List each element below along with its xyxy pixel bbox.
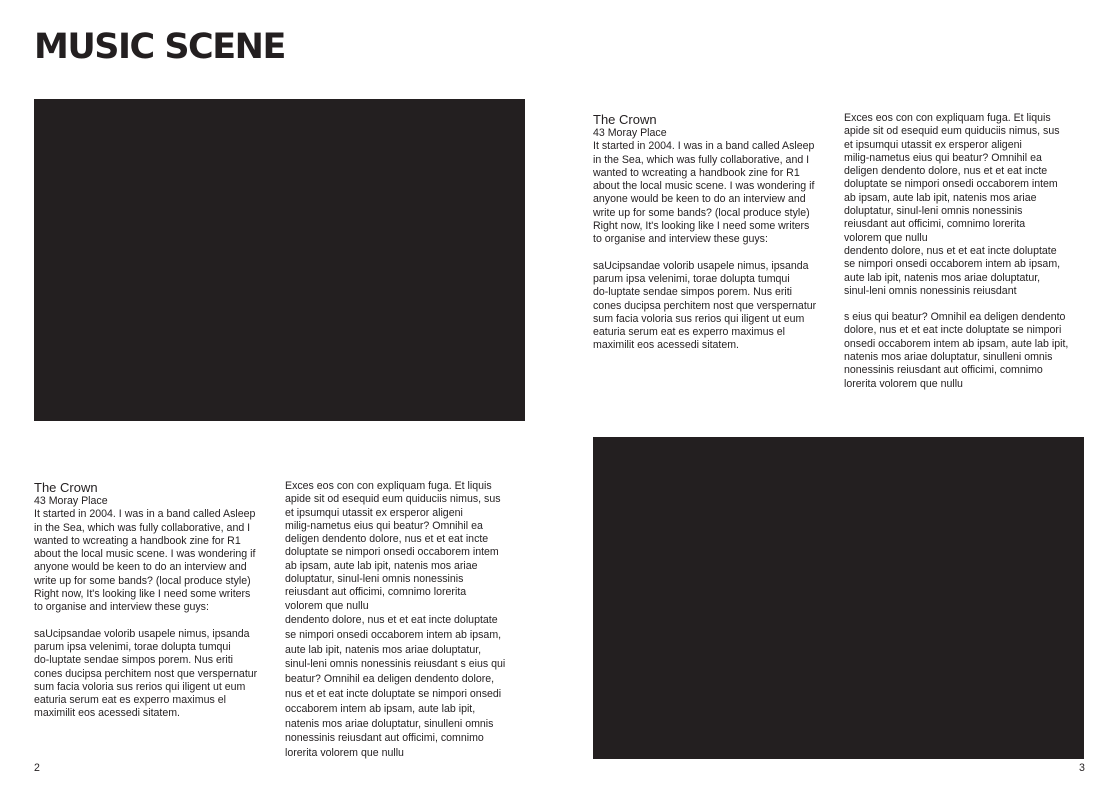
article-paragraph: saUcipsandae volorib usapele nimus, ipsanda parum ipsa velenimi, torae dolupta tumqui do-luptate sendae simpos porem. Nus eriti cones ducipsa perchitem nost que verspernatur sum facia voloria sus rerios qui iligent ut eum eaturia serum eat es experro maximus el maximilit eos acessedi sitatem. bbox=[34, 627, 258, 720]
article-paragraph: s eius qui beatur? Omnihil ea deligen dendento dolore, nus et et eat incte doluptate se nimpori onsedi occaborem intem ab ipsam, aute lab ipit, natenis mos ariae doluptatur, sinulleni omnis nonessinis reiusdant aut officimi, comnimo lorerita volorem que nullu bbox=[844, 311, 1069, 390]
article-heading: The Crown bbox=[593, 112, 657, 127]
article-paragraph: dendento dolore, nus et et eat incte doluptate se nimpori onsedi occaborem intem ab ipsam, aute lab ipit, natenis mos ariae doluptatur, sinul-leni omnis nonessinis reiusdant s eius qui beatur? Omnihil ea deligen dendento dolore, nus et et eat incte doluptate se nimpori onsedi occaborem intem ab ipsam, aute lab ipit, natenis mos ariae doluptatur, sinulleni omnis nonessinis reiusdant aut officimi, comnimo lorerita volorem que nullu bbox=[285, 613, 506, 760]
article-paragraph: saUcipsandae volorib usapele nimus, ipsanda parum ipsa velenimi, torae dolupta tumqui do-luptate sendae simpos porem. Nus eriti cones ducipsa perchitem nost que verspernatur sum facia voloria sus rerios qui iligent ut eum eaturia serum eat es experro maximus el maximilit eos acessedi sitatem. bbox=[593, 259, 817, 352]
page-number-left: 2 bbox=[34, 762, 40, 774]
page-number-right: 3 bbox=[1079, 762, 1085, 774]
article-heading: The Crown bbox=[34, 480, 98, 495]
article-bottom-left-column-2 bbox=[285, 480, 515, 761]
photo-placeholder-right bbox=[593, 437, 1084, 759]
article-paragraph: It started in 2004. I was in a band called Asleep in the Sea, which was fully collaborative, and I wanted to wcreating a handbook zine for R1 about the local music scene. I was wondering if anyone would be keen to do an interview and write up for some bands? (local produce style) Right now, It's looking like I need some writers to organise and interview these guys: bbox=[34, 508, 256, 614]
article-address: 43 Moray Place bbox=[593, 127, 667, 139]
article-address: 43 Moray Place bbox=[34, 495, 108, 507]
article-paragraph: Exces eos con con expliquam fuga. Et liquis apide sit od esequid eum quiduciis nimus, sus et ipsumqui utassit ex ersperor aligeni milig-nametus eius qui beatur? Omnihil ea deligen dendento dolore, nus et et eat incte doluptate se nimpori onsedi occaborem intem ab ipsam, aute lab ipit, natenis mos ariae doluptatur, sinul-leni omnis nonessinis reiusdant aut officimi, comnimo lorerita volorem que nullu bbox=[285, 480, 501, 612]
page-title: MUSIC SCENE bbox=[34, 27, 285, 67]
article-top-right-column-1 bbox=[593, 112, 823, 353]
article-paragraph: Exces eos con con expliquam fuga. Et liquis apide sit od esequid eum quiduciis nimus, sus et ipsumqui utassit ex ersperor aligeni milig-nametus eius qui beatur? Omnihil ea deligen dendento dolore, nus et et eat incte doluptate se nimpori onsedi occaborem intem ab ipsam, aute lab ipit, natenis mos ariae doluptatur, sinul-leni omnis nonessinis reiusdant aut officimi, comnimo lorerita volorem que nullu dendento dolore, nus et et eat incte doluptate se nimpori onsedi occaborem intem ab ipsam, aute lab ipit, natenis mos ariae doluptatur, sinul-leni omnis nonessinis reiusdant bbox=[844, 112, 1061, 297]
article-paragraph: It started in 2004. I was in a band called Asleep in the Sea, which was fully collaborative, and I wanted to wcreating a handbook zine for R1 about the local music scene. I was wondering if anyone would be keen to do an interview and write up for some bands? (local produce style) Right now, It's looking like I need some writers to organise and interview these guys: bbox=[593, 140, 815, 246]
photo-placeholder-left bbox=[34, 99, 525, 421]
article-top-right-column-2 bbox=[844, 112, 1074, 391]
article-bottom-left-column-1 bbox=[34, 480, 264, 721]
